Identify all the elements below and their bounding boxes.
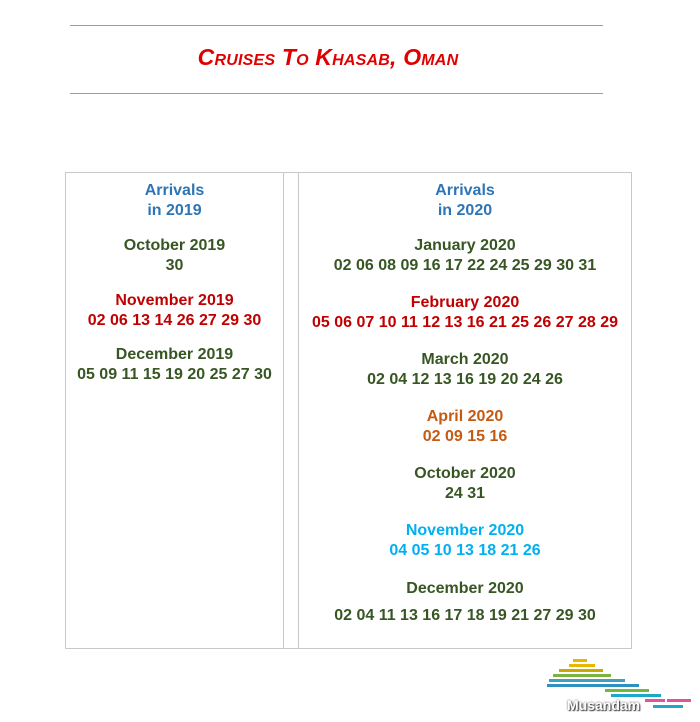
month-dates-october-2020: 24 31 xyxy=(444,485,486,502)
bottom-divider xyxy=(70,93,603,94)
musandam-logo xyxy=(545,655,695,717)
month-dates-february-2020: 05 06 07 10 11 12 13 16 21 25 26 27 28 29 xyxy=(311,314,619,331)
month-dates-april-2020: 02 09 15 16 xyxy=(422,428,508,445)
month-name-march-2020: March 2020 xyxy=(421,351,509,368)
arrivals-2020-column xyxy=(298,172,632,649)
column-heading: Arrivals xyxy=(435,182,495,199)
month-dates-march-2020: 02 04 12 13 16 19 20 24 26 xyxy=(367,371,563,388)
column-gap xyxy=(284,172,298,649)
month-dates-november-2019: 02 06 13 14 26 27 29 30 xyxy=(87,312,262,329)
month-name-october-2020: October 2020 xyxy=(414,465,516,482)
month-dates-november-2020: 04 05 10 13 18 21 26 xyxy=(389,542,541,559)
month-dates-december-2019: 05 09 11 15 19 20 25 27 30 xyxy=(77,366,272,383)
month-dates-january-2020: 02 06 08 09 16 17 22 24 25 29 30 31 xyxy=(333,257,597,274)
month-name-november-2020: November 2020 xyxy=(405,522,525,539)
month-name-november-2019: November 2019 xyxy=(115,292,234,309)
column-heading: Arrivals xyxy=(144,182,205,199)
arrivals-2019-column xyxy=(65,172,284,649)
month-name-december-2019: December 2019 xyxy=(115,346,234,363)
top-divider xyxy=(70,25,603,26)
column-heading-year: in 2020 xyxy=(437,202,493,219)
page-title: Cruises To Khasab, Oman xyxy=(197,44,459,70)
month-name-april-2020: April 2020 xyxy=(426,408,504,425)
month-name-february-2020: February 2020 xyxy=(410,294,520,311)
month-name-december-2020: December 2020 xyxy=(406,580,524,597)
month-dates-october-2019: 30 xyxy=(165,257,184,274)
logo-text: Musandam xyxy=(567,697,641,713)
month-dates-december-2020: 02 04 11 13 16 17 18 19 21 27 29 30 xyxy=(334,607,596,624)
month-name-january-2020: January 2020 xyxy=(414,237,516,254)
month-name-october-2019: October 2019 xyxy=(123,237,226,254)
column-heading-year: in 2019 xyxy=(147,202,202,219)
